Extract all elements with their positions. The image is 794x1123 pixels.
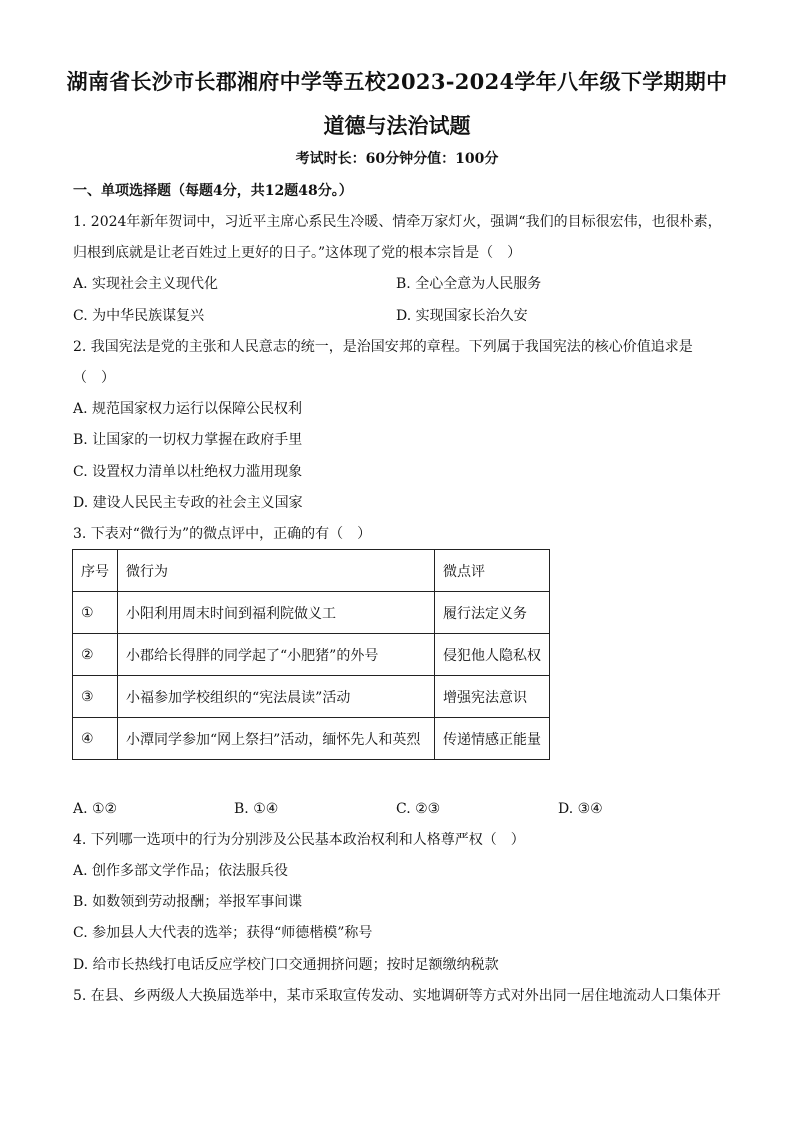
section-heading: 一、单项选择题（每题4分，共12题48分。） <box>73 183 353 199</box>
table-cell: ③ <box>73 676 118 718</box>
q1-option-a: A. 实现社会主义现代化 <box>73 276 219 292</box>
table-cell: 传递情感正能量 <box>435 718 550 760</box>
table-header-cell: 序号 <box>73 550 118 592</box>
q3-stem: 3. 下表对“微行为”的微点评中，正确的有（ ） <box>73 526 372 542</box>
table-cell: ④ <box>73 718 118 760</box>
exam-subject: 道德与法治试题 <box>323 113 471 138</box>
q1-option-b: B. 全心全意为人民服务 <box>396 276 542 292</box>
table-row <box>73 634 550 676</box>
table-cell: 小潭同学参加“网上祭扫”活动，缅怀先人和英烈 <box>118 718 435 760</box>
q3-option-a: A. ①② <box>73 801 118 817</box>
table-header-cell: 微点评 <box>435 550 550 592</box>
q4-option-a: A. 创作多部文学作品；依法服兵役 <box>73 863 289 879</box>
table-row <box>73 676 550 718</box>
q4-stem: 4. 下列哪一选项中的行为分别涉及公民基本政治权利和人格尊严权（ ） <box>73 832 525 848</box>
q2-option-a: A. 规范国家权力运行以保障公民权利 <box>73 401 303 417</box>
q4-option-c: C. 参加县人大代表的选举；获得“师德楷模”称号 <box>73 925 373 941</box>
q3-table <box>72 549 550 760</box>
table-cell: 侵犯他人隐私权 <box>435 634 550 676</box>
table-cell: ① <box>73 592 118 634</box>
q2-option-d: D. 建设人民民主专政的社会主义国家 <box>73 495 303 511</box>
table-header-row <box>73 550 550 592</box>
table-row <box>73 718 550 760</box>
table-cell: 小郡给长得胖的同学起了“小肥猪”的外号 <box>118 634 435 676</box>
table-cell: ② <box>73 634 118 676</box>
table-header-cell: 微行为 <box>118 550 435 592</box>
q5-stem-line1: 5. 在县、乡两级人大换届选举中，某市采取宣传发动、实地调研等方式对外出同一居住地流动人口集体开 <box>73 988 721 1004</box>
q3-option-b: B. ①④ <box>234 801 279 817</box>
q4-option-b: B. 如数领到劳动报酬；举报军事间谍 <box>73 894 303 910</box>
q1-stem-line2: 归根到底就是让老百姓过上更好的日子。”这体现了党的根本宗旨是（ ） <box>73 245 522 261</box>
q2-stem-line1: 2. 我国宪法是党的主张和人民意志的统一，是治国安邦的章程。下列属于我国宪法的核心价值追求是 <box>73 339 693 355</box>
q1-option-c: C. 为中华民族谋复兴 <box>73 308 205 324</box>
q1-stem-line1: 1. 2024年新年贺词中，习近平主席心系民生冷暖、情牵万家灯火，强调“我们的目标很宏伟，也很朴素， <box>73 214 722 230</box>
exam-title: 湖南省长沙市长郡湘府中学等五校2023-2024学年八年级下学期期中 <box>66 69 728 94</box>
table-cell: 增强宪法意识 <box>435 676 550 718</box>
table-row <box>73 592 550 634</box>
q3-option-c: C. ②③ <box>396 801 441 817</box>
q2-stem-line2: （ ） <box>73 370 115 386</box>
q4-option-d: D. 给市长热线打电话反应学校门口交通拥挤问题；按时足额缴纳税款 <box>73 957 499 973</box>
q2-option-b: B. 让国家的一切权力掌握在政府手里 <box>73 432 303 448</box>
q3-option-d: D. ③④ <box>558 801 603 817</box>
table-cell: 小福参加学校组织的“宪法晨读”活动 <box>118 676 435 718</box>
exam-info: 考试时长：60分钟分值：100分 <box>295 151 499 167</box>
q2-option-c: C. 设置权力清单以杜绝权力滥用现象 <box>73 464 303 480</box>
q1-option-d: D. 实现国家长治久安 <box>396 308 528 324</box>
table-cell: 小阳利用周末时间到福利院做义工 <box>118 592 435 634</box>
table-cell: 履行法定义务 <box>435 592 550 634</box>
